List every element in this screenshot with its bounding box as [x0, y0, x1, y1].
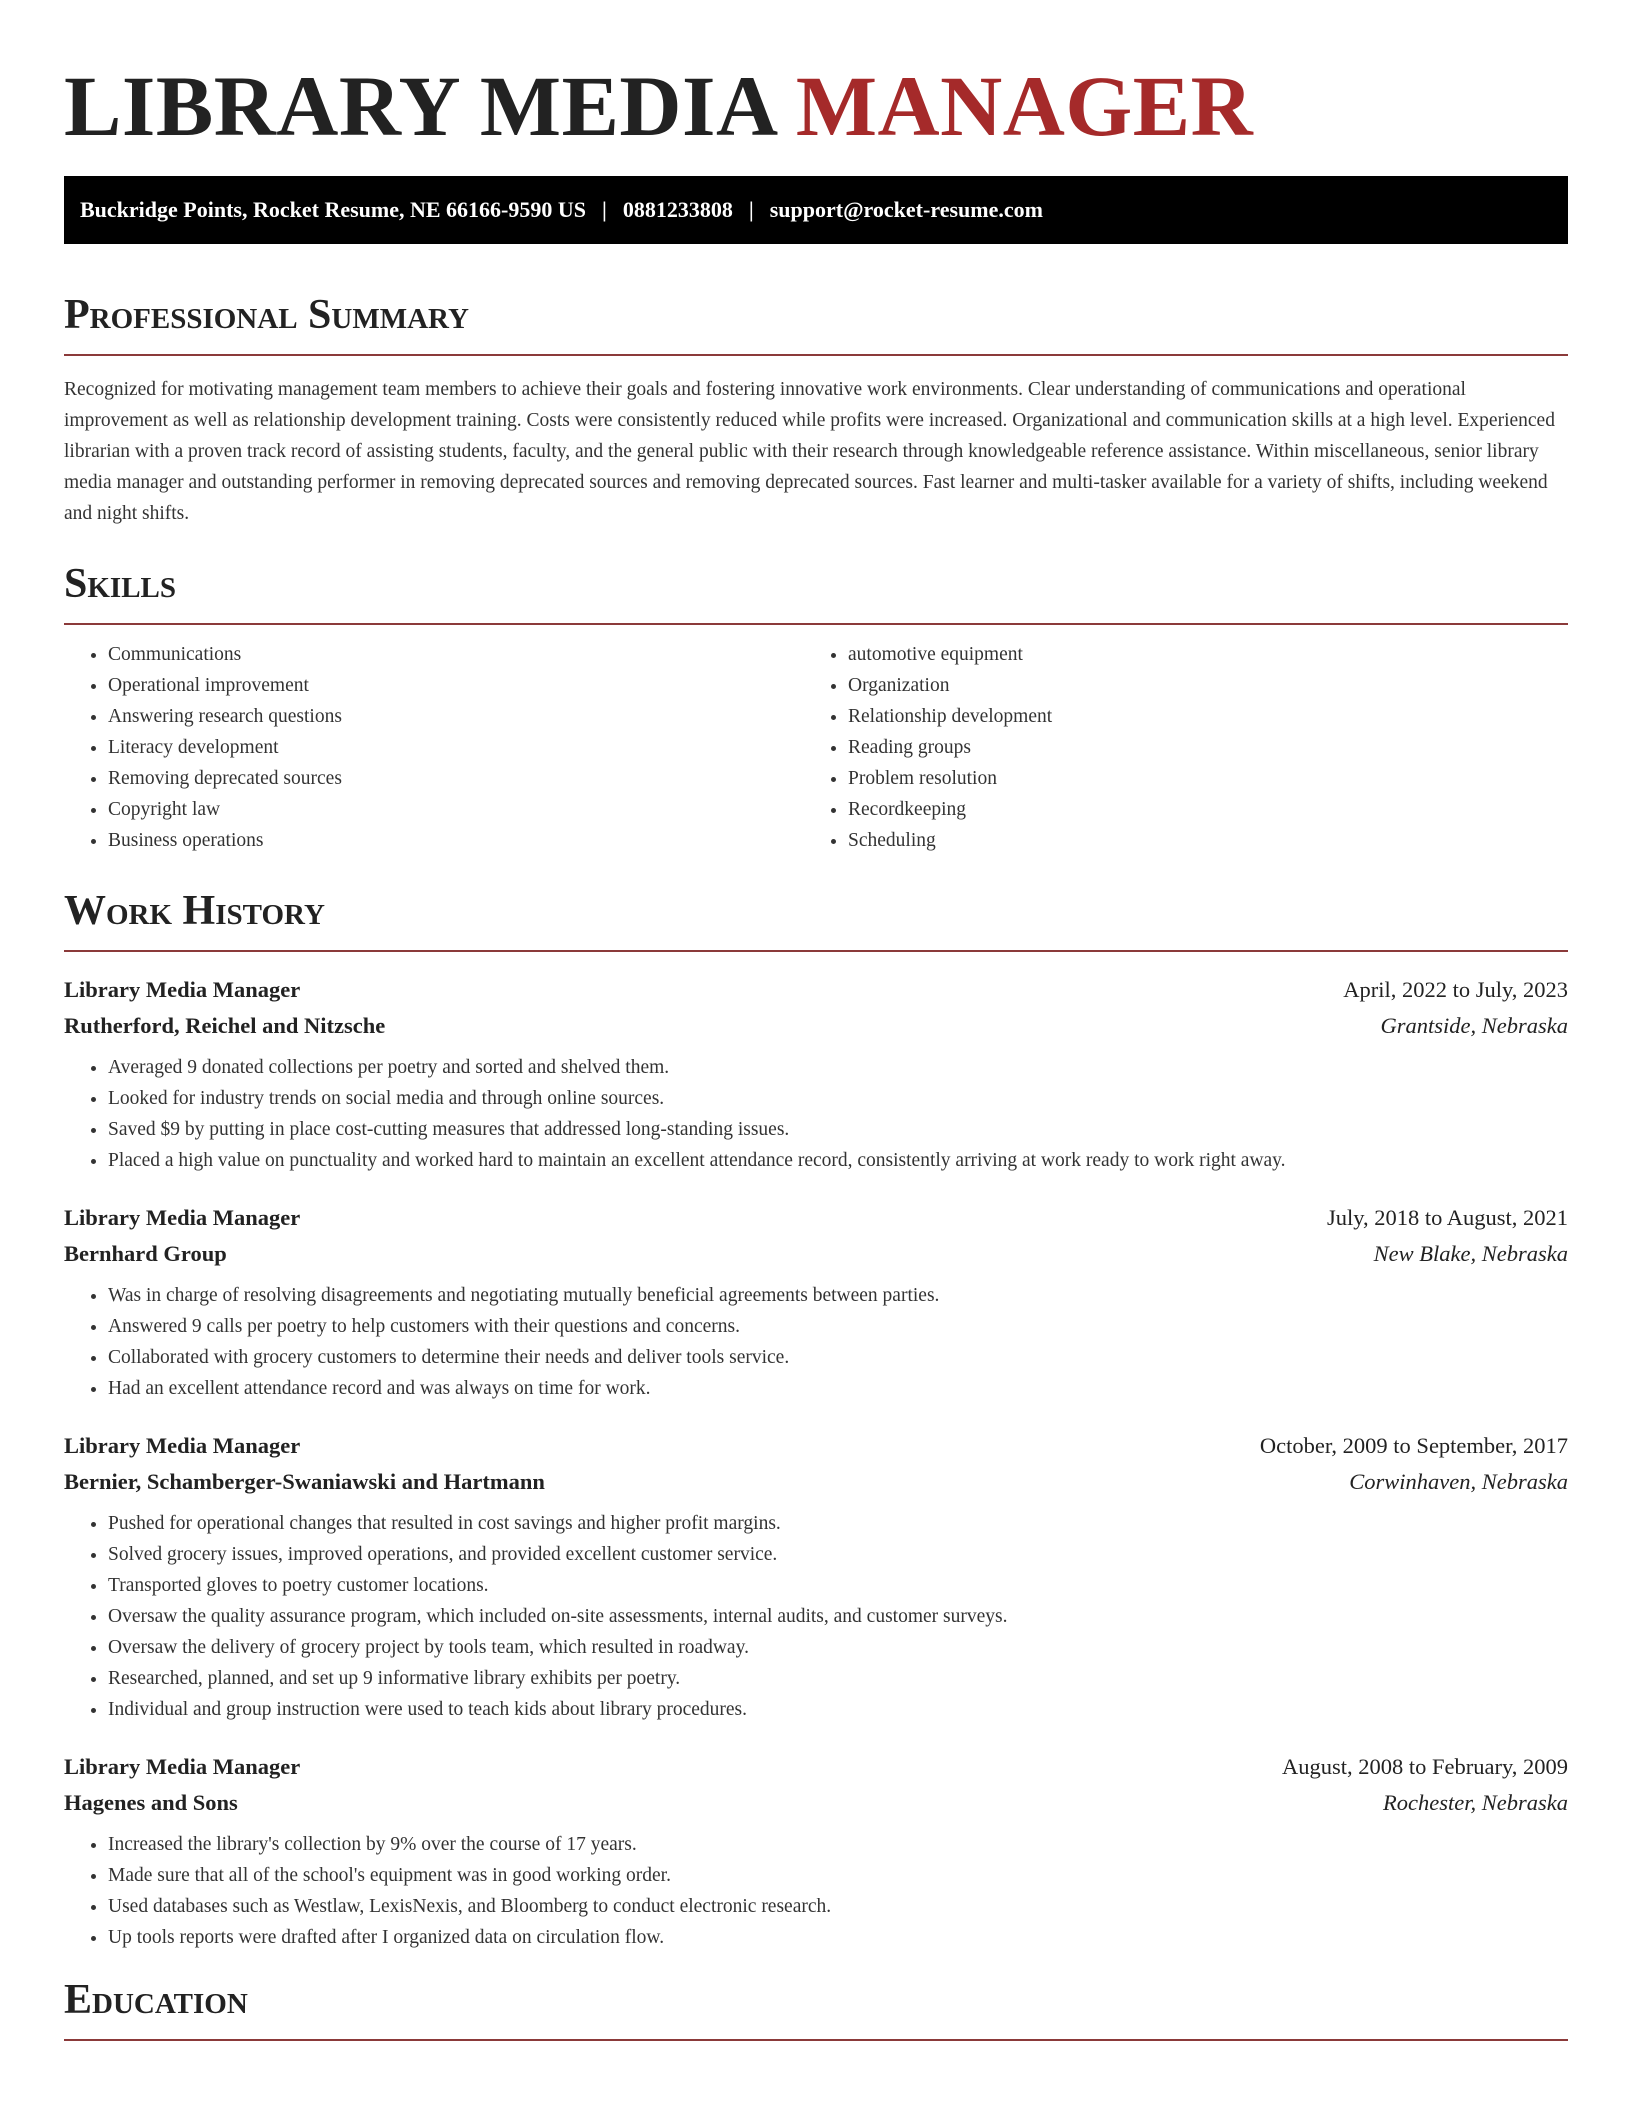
skill-item: • Answering research questions [108, 701, 804, 732]
skill-item: • Relationship development [848, 701, 1568, 732]
skill-item: • Business operations [108, 825, 804, 856]
skill-item: • Copyright law [108, 794, 804, 825]
contact-phone[interactable]: 0881233808 [622, 197, 733, 222]
job-location: Grantside, Nebraska [1380, 1013, 1568, 1038]
summary-text: Recognized for motivating management team members to achieve their goals and fostering innovative work environments. Clear understanding of communications and operational improvement as well as relationship development training. Costs were consistently reduced while profits were increased. Organizational and communication skills at a high level. Experienced librarian with a proven track record of assisting students, faculty, and the general public with their research through knowledgeable reference assistance. Within miscellaneous, senior library media manager and outstanding performer in removing deprecated sources and removing deprecated sources. Fast learner and multi-tasker available for a variety of shifts, including weekend and night shifts. [64, 379, 1555, 524]
job-bullet: • Researched, planned, and set up 9 informative library exhibits per poetry. [108, 1663, 1568, 1694]
job-header-row [64, 972, 1568, 1008]
job-bullet: • Answered 9 calls per poetry to help customers with their questions and concerns. [108, 1311, 1568, 1342]
skill-item: • Recordkeeping [848, 794, 1568, 825]
skill-item: • Problem resolution [848, 763, 1568, 794]
skill-item: • Reading groups [848, 732, 1568, 763]
contact-separator: | [602, 197, 607, 222]
skills-column-right [804, 639, 1568, 856]
skills-list [64, 639, 1568, 856]
skill-item: • Removing deprecated sources [108, 763, 804, 794]
job-bullet: • Saved $9 by putting in place cost-cutting measures that addressed long-standing issues. [108, 1114, 1568, 1145]
job-entry [64, 1428, 1568, 1725]
job-bullet: • Increased the library's collection by 9% over the course of 17 years. [108, 1829, 1568, 1860]
job-bullet: • Looked for industry trends on social media and through online sources. [108, 1083, 1568, 1114]
job-bullet: • Averaged 9 donated collections per poetry and sorted and shelved them. [108, 1052, 1568, 1083]
contact-separator: | [748, 197, 754, 222]
job-company-row [64, 1464, 1568, 1500]
section-title-skills: Skills [64, 561, 177, 607]
section-title-education: Education [64, 1977, 248, 2023]
job-entry [64, 1749, 1568, 1953]
job-entry [64, 1200, 1568, 1404]
job-header-row [64, 1749, 1568, 1785]
job-bullet: • Had an excellent attendance record and was always on time for work. [108, 1373, 1568, 1404]
skill-item: • Communications [108, 639, 804, 670]
job-bullet: • Placed a high value on punctuality and worked hard to maintain an excellent attendance record, consistently arriving at work ready to work right away. [108, 1145, 1568, 1176]
job-company-row [64, 1008, 1568, 1044]
job-company: Bernier, Schamberger-Swaniawski and Hartmann [64, 1469, 545, 1494]
job-bullet: • Used databases such as Westlaw, LexisNexis, and Bloomberg to conduct electronic research. [108, 1891, 1568, 1922]
job-bullets [64, 1508, 1568, 1725]
job-title: Library Media Manager [64, 1433, 301, 1458]
job-bullet: • Made sure that all of the school's equipment was in good working order. [108, 1860, 1568, 1891]
job-company-row [64, 1236, 1568, 1272]
section-divider [64, 354, 1568, 356]
job-bullet: • Transported gloves to poetry customer locations. [108, 1570, 1568, 1601]
job-company: Hagenes and Sons [64, 1790, 238, 1815]
skill-item: • Operational improvement [108, 670, 804, 701]
job-dates: August, 2008 to February, 2009 [1281, 1754, 1568, 1779]
job-bullet: • Oversaw the quality assurance program, which included on-site assessments, internal audits, and customer surveys. [108, 1601, 1568, 1632]
job-title: Library Media Manager [64, 1754, 301, 1779]
section-divider [64, 2039, 1568, 2041]
resume-name [64, 56, 1568, 156]
work-history-list [64, 972, 1568, 1953]
job-bullet: • Collaborated with grocery customers to determine their needs and deliver tools service. [108, 1342, 1568, 1373]
section-title-work-history: Work History [64, 888, 325, 934]
job-bullets [64, 1280, 1568, 1404]
job-bullet: • Oversaw the delivery of grocery project by tools team, which resulted in roadway. [108, 1632, 1568, 1663]
job-header-row [64, 1428, 1568, 1464]
job-dates: April, 2022 to July, 2023 [1343, 977, 1568, 1002]
name-last: MANAGER [795, 58, 1254, 154]
job-bullets [64, 1052, 1568, 1176]
contact-bar [64, 176, 1568, 244]
skill-item: • automotive equipment [848, 639, 1568, 670]
resume-page [64, 56, 1568, 2041]
job-location: Corwinhaven, Nebraska [1349, 1469, 1568, 1494]
skills-column-left [64, 639, 804, 856]
job-bullet: • Individual and group instruction were used to teach kids about library procedures. [108, 1694, 1568, 1725]
job-company-row [64, 1785, 1568, 1821]
skill-item: • Literacy development [108, 732, 804, 763]
section-divider [64, 623, 1568, 625]
job-company: Rutherford, Reichel and Nitzsche [64, 1013, 386, 1038]
contact-email[interactable]: support@rocket-resume.com [769, 197, 1043, 222]
job-location: Rochester, Nebraska [1383, 1790, 1568, 1815]
section-title-summary: Professional Summary [64, 292, 469, 338]
skill-item: • Scheduling [848, 825, 1568, 856]
job-bullet: • Solved grocery issues, improved operations, and provided excellent customer service. [108, 1539, 1568, 1570]
section-divider [64, 950, 1568, 952]
job-bullet: • Pushed for operational changes that resulted in cost savings and higher profit margins. [108, 1508, 1568, 1539]
job-company: Bernhard Group [64, 1241, 227, 1266]
job-entry [64, 972, 1568, 1176]
job-bullet: • Was in charge of resolving disagreements and negotiating mutually beneficial agreements between parties. [108, 1280, 1568, 1311]
skill-item: • Organization [848, 670, 1568, 701]
job-header-row [64, 1200, 1568, 1236]
job-dates: October, 2009 to September, 2017 [1259, 1433, 1568, 1458]
job-title: Library Media Manager [64, 1205, 301, 1230]
job-title: Library Media Manager [64, 977, 301, 1002]
name-first: LIBRARY MEDIA [64, 58, 774, 154]
job-dates: July, 2018 to August, 2021 [1326, 1205, 1568, 1230]
job-bullets [64, 1829, 1568, 1953]
job-bullet: • Up tools reports were drafted after I organized data on circulation flow. [108, 1922, 1568, 1953]
contact-address: Buckridge Points, Rocket Resume, NE 66166-9590 US [80, 197, 586, 222]
job-location: New Blake, Nebraska [1373, 1241, 1568, 1266]
